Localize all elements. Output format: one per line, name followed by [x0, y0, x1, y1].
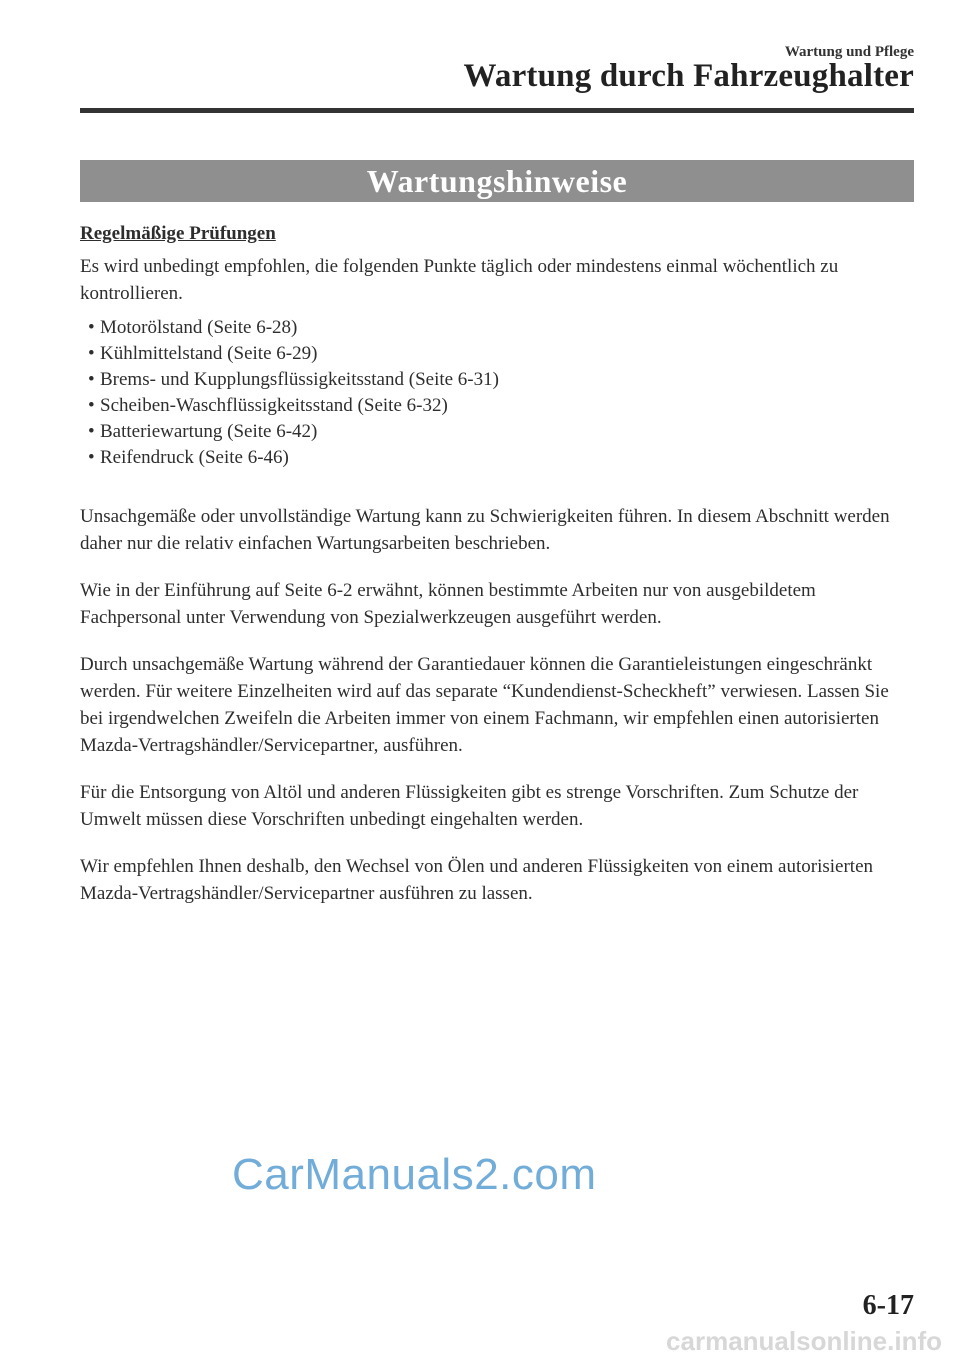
subheading: Regelmäßige Prüfungen — [80, 223, 276, 244]
bullet-icon: • — [88, 369, 95, 390]
section-title: Wartungshinweise — [366, 162, 628, 199]
footer-watermark: carmanualsonline.info — [666, 1326, 942, 1356]
page-title: Wartung durch Fahrzeughalter — [463, 58, 914, 94]
intro-paragraph: Es wird unbedingt empfohlen, die folgenden Punkte täglich oder mindestens einmal wöchentlich zu kontrollieren. — [80, 256, 839, 304]
paragraph: Wir empfehlen Ihnen deshalb, den Wechsel von Ölen und anderen Flüssigkeiten von einem autorisierten Mazda-Vertragshändler/Servicepartner ausführen zu lassen. — [80, 856, 874, 904]
bullet-icon: • — [88, 447, 95, 468]
paragraph: Wie in der Einführung auf Seite 6-2 erwähnt, können bestimmte Arbeiten nur von ausgebildetem Fachpersonal unter Verwendung von Spezialwerkzeugen ausgeführt werden. — [80, 580, 816, 628]
paragraph: Unsachgemäße oder unvollständige Wartung kann zu Schwierigkeiten führen. In diesem Abschnitt werden daher nur die relativ einfachen Wartungsarbeiten beschrieben. — [80, 506, 890, 554]
paragraph: Für die Entsorgung von Altöl und anderen Flüssigkeiten gibt es strenge Vorschriften. Zum Schutze der Umwelt müssen diese Vorschriften unbedingt eingehalten werden. — [80, 782, 859, 830]
list-item: • Batteriewartung (Seite 6-42) — [88, 419, 914, 445]
watermark: CarManuals2.com — [232, 1150, 597, 1199]
list-item: • Motorölstand (Seite 6-28) — [88, 315, 914, 341]
bullet-icon: • — [88, 317, 95, 338]
bullet-icon: • — [88, 395, 95, 416]
header-rule — [80, 108, 914, 113]
main-content — [80, 220, 914, 927]
list-item: • Scheiben-Waschflüssigkeitsstand (Seite 6-32) — [88, 393, 914, 419]
list-item: • Kühlmittelstand (Seite 6-29) — [88, 341, 914, 367]
list-item: • Brems- und Kupplungsflüssigkeitsstand (Seite 6-31) — [88, 367, 914, 393]
chapter-header: Wartung und Pflege — [784, 44, 914, 60]
check-list — [80, 315, 914, 471]
paragraph: Durch unsachgemäße Wartung während der Garantiedauer können die Garantieleistungen eingeschränkt werden. Für weitere Einzelheiten wird auf das separate “Kundendienst-Scheckheft” verwiesen. Lassen Sie bei irgendwelchen Zweifeln die Arbeiten immer von einem Fachmann, wir empfehlen einen autorisierten Mazda-Vertragshändler/Servicepartner, ausführen. — [80, 654, 889, 756]
bullet-icon: • — [88, 421, 95, 442]
list-item: • Reifendruck (Seite 6-46) — [88, 445, 914, 471]
page-number: 6-17 — [862, 1290, 914, 1321]
section-title-band — [80, 160, 914, 202]
bullet-icon: • — [88, 343, 95, 364]
